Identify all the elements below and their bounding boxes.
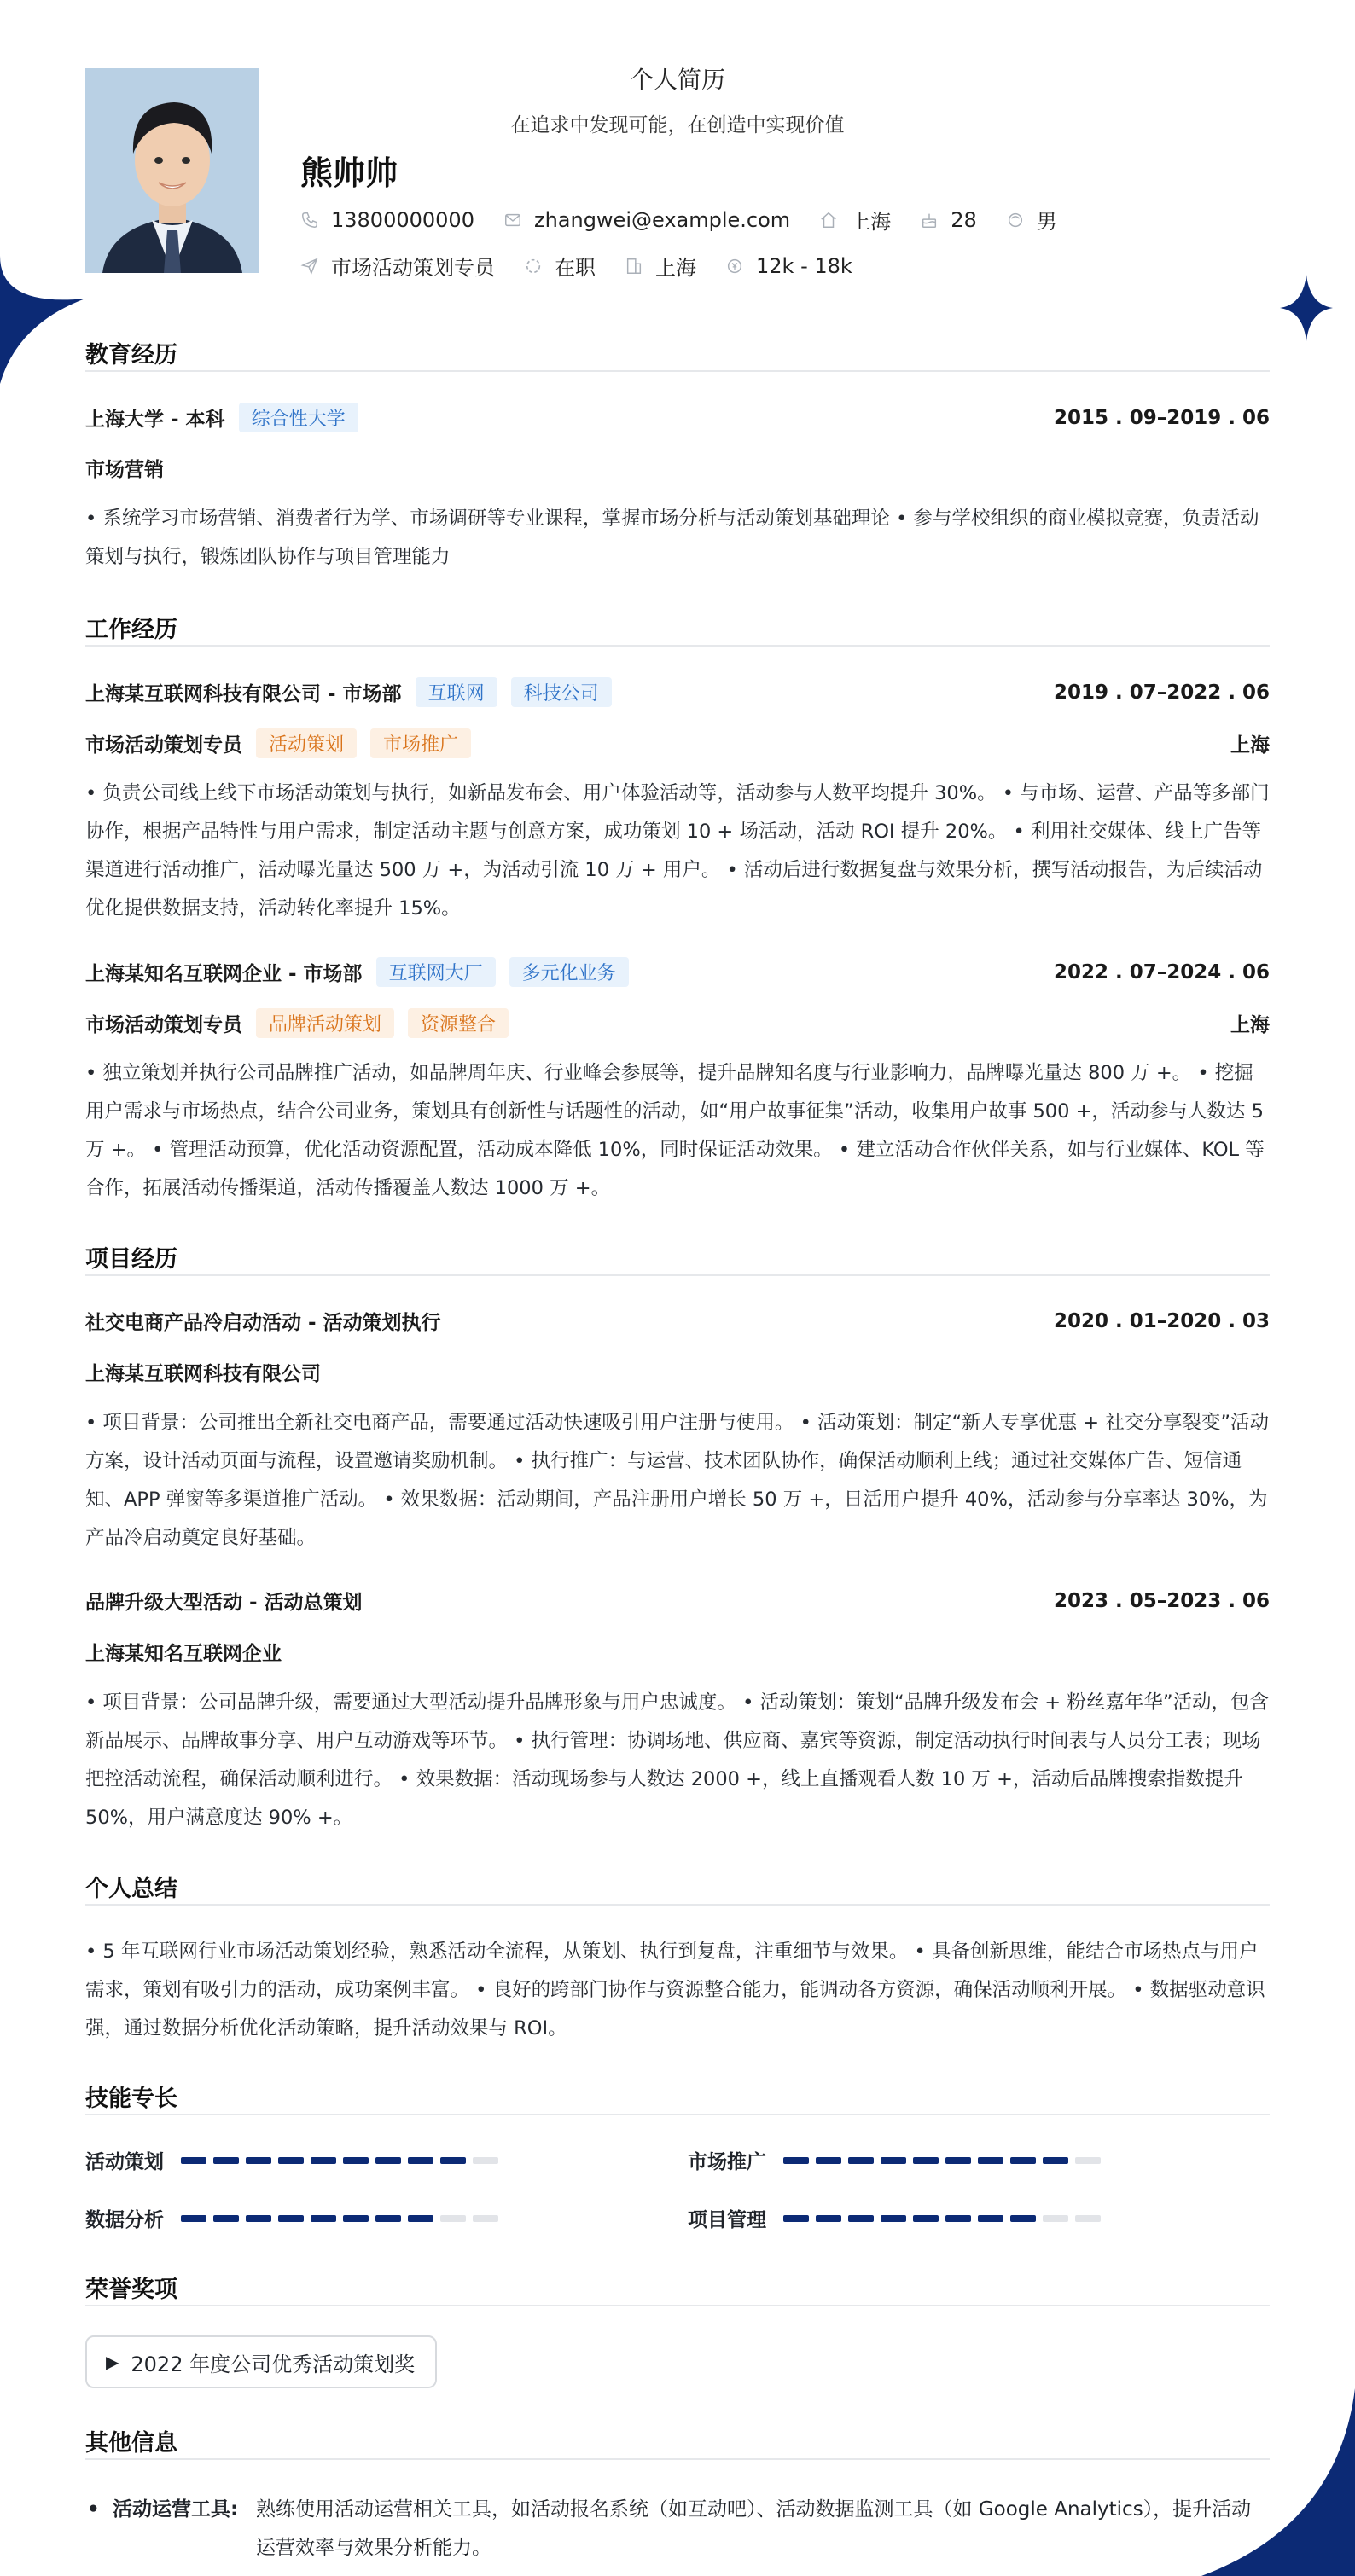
company-tag: 互联网大厂 — [376, 957, 496, 987]
building-icon — [625, 257, 643, 276]
work-location: 上海 — [1230, 1014, 1270, 1036]
skill-dash-filled — [945, 2157, 971, 2164]
skill-dash-filled — [881, 2157, 906, 2164]
role-tag: 资源整合 — [408, 1008, 509, 1038]
skill-dash-filled — [213, 2157, 239, 2164]
skill-item — [85, 2146, 505, 2174]
education-description: • 系统学习市场营销、消费者行为学、市场调研等专业课程，掌握市场分析与活动策划基础理论 • 参与学校组织的商业模拟竞赛，负责活动策划与执行，锻炼团队协作与项目管理能力 — [85, 508, 1259, 568]
skill-item — [85, 2204, 505, 2232]
candidate-name: 熊帅帅 — [300, 154, 398, 192]
work-period: 2019 . 07–2022 . 06 — [1053, 681, 1270, 704]
project-description: • 项目背景：公司推出全新社交电商产品，需要通过活动快速吸引用户注册与使用。 • 活动策划：制定“新人专享优惠 + 社交分享裂变”活动方案，设计活动页面与流程，设置邀请奖励机制。 • 执行推广：与运营、技术团队协作，确保活动顺利上线；通过社交媒体广告、短信通知、APP 弹窗等多渠道推广活动。 • 效果数据：活动期间，产品注册用户增长 50 万 +，日活用户提升 40%，活动参与分享率达 30%，为产品冷启动奠定良好基础。 — [85, 1412, 1269, 1549]
skill-dash-empty — [1043, 2215, 1068, 2222]
person-icon — [1006, 211, 1025, 229]
company-tag: 互联网 — [416, 677, 497, 707]
contact-row — [300, 205, 1086, 235]
role-tag: 活动策划 — [256, 728, 357, 758]
award-text: 2022 年度公司优秀活动策划奖 — [131, 2352, 416, 2376]
company-name: 上海某知名互联网企业 - 市场部 — [85, 963, 363, 985]
role-name: 市场活动策划专员 — [85, 1014, 242, 1036]
skill-dash-empty — [473, 2215, 498, 2222]
skill-dash-filled — [343, 2157, 369, 2164]
resume-title: 个人简历 — [629, 66, 725, 94]
skill-name: 项目管理 — [688, 2209, 766, 2231]
project-name: 品牌升级大型活动 - 活动总策划 — [85, 1592, 363, 1614]
skill-dash-filled — [848, 2215, 874, 2222]
work-description: • 负责公司线上线下市场活动策划与执行，如新品发布会、用户体验活动等，活动参与人数平均提升 30%。 • 与市场、运营、产品等多部门协作，根据产品特性与用户需求，制定活动主题与创意方案，成功策划 10 + 场活动，活动 ROI 提升 20%。 • 利用社交媒体、线上广告等渠道进行活动推广，活动曝光量达 500 万 +，为活动引流 10 万 + 用户。 • 活动后进行数据复盘与效果分析，撰写活动报告，为后续活动优化提供数据支持，活动转化率提升 15%。 — [85, 782, 1270, 920]
skill-dash-filled — [375, 2215, 401, 2222]
skill-dash-filled — [783, 2215, 809, 2222]
phone-text: 13800000000 — [331, 207, 474, 232]
skill-dash-filled — [1010, 2157, 1036, 2164]
section-title-education: 教育经历 — [85, 342, 177, 368]
company-name: 上海某互联网科技有限公司 - 市场部 — [85, 683, 402, 705]
project-name: 社交电商产品冷启动活动 - 活动策划执行 — [85, 1312, 441, 1334]
job-intent-row — [300, 251, 881, 281]
skill-level-bar — [181, 2157, 505, 2164]
company-tag: 科技公司 — [511, 677, 612, 707]
skill-dash-empty — [473, 2157, 498, 2164]
project-header — [85, 1307, 1270, 1335]
home-icon — [819, 211, 838, 229]
project-description: • 项目背景：公司品牌升级，需要通过大型活动提升品牌形象与用户忠诚度。 • 活动策划：策划“品牌升级发布会 + 粉丝嘉年华”活动，包含新品展示、品牌故事分享、用户互动游戏等环节。 • 执行管理：协调场地、供应商、嘉宾等资源，制定活动执行时间表与人员分工表；现场把控活动流程，确保活动顺利进行。 • 效果数据：活动现场参与人数达 2000 +，线上直播观看人数 10 万 +，活动后品牌搜索指数提升 50%，用户满意度达 90% +。 — [85, 1691, 1269, 1829]
skill-dash-filled — [343, 2215, 369, 2222]
divider — [85, 2305, 1270, 2306]
position-text: 市场活动策划专员 — [331, 256, 495, 280]
section-title-honors: 荣誉奖项 — [85, 2277, 177, 2303]
work-city-item — [625, 251, 696, 281]
skill-dash-filled — [181, 2157, 206, 2164]
project-org: 上海某知名互联网企业 — [85, 1643, 282, 1665]
star-icon — [1280, 275, 1333, 341]
skill-dash-filled — [881, 2215, 906, 2222]
phone-item — [300, 208, 474, 232]
corner-decoration — [0, 256, 85, 392]
work-city-text: 上海 — [655, 256, 696, 280]
bullet-icon: • — [87, 2498, 100, 2521]
skill-dash-filled — [913, 2215, 939, 2222]
work-description: • 独立策划并执行公司品牌推广活动，如品牌周年庆、行业峰会参展等，提升品牌知名度与行业影响力，品牌曝光量达 800 万 +。 • 挖掘用户需求与市场热点，结合公司业务，策划具有创新性与话题性的活动，如“用户故事征集”活动，收集用户故事 500 +，活动参与人数达 5 万 +。 • 管理活动预算，优化活动资源配置，活动成本降低 10%，同时保证活动效果。 • 建立活动合作伙伴关系，如与行业媒体、KOL 等合作，拓展活动传播渠道，活动传播覆盖人数达 1000 万 +。 — [85, 1062, 1265, 1199]
major-name: 市场营销 — [85, 459, 164, 481]
work-location: 上海 — [1230, 734, 1270, 757]
mail-icon — [503, 211, 522, 229]
work-item-header — [85, 957, 1270, 987]
skill-item — [688, 2146, 1108, 2174]
skill-name: 活动策划 — [85, 2151, 164, 2173]
avatar — [85, 68, 259, 273]
work-role-row — [85, 728, 1270, 758]
skill-item — [688, 2204, 1108, 2232]
skill-dash-filled — [311, 2157, 336, 2164]
award-item[interactable] — [85, 2335, 437, 2388]
divider — [85, 2458, 1270, 2460]
section-title-skills: 技能专长 — [85, 2086, 177, 2112]
project-org: 上海某互联网科技有限公司 — [85, 1363, 321, 1385]
divider — [85, 1904, 1270, 1906]
divider — [85, 370, 1270, 372]
school-name: 上海大学 - 本科 — [85, 409, 225, 431]
divider — [85, 2114, 1270, 2115]
skill-dash-filled — [945, 2215, 971, 2222]
salary-text: 12k - 18k — [756, 253, 852, 278]
section-title-work: 工作经历 — [85, 617, 177, 643]
skill-dash-filled — [246, 2215, 271, 2222]
divider — [85, 1274, 1270, 1276]
other-info-key: 活动运营工具: — [113, 2498, 239, 2521]
skill-level-bar — [181, 2215, 505, 2222]
skill-dash-filled — [440, 2157, 466, 2164]
section-title-projects: 项目经历 — [85, 1246, 177, 1273]
skill-dash-filled — [311, 2215, 336, 2222]
section-title-summary: 个人总结 — [85, 1876, 177, 1902]
cake-icon — [920, 211, 939, 229]
role-tag: 市场推广 — [370, 728, 471, 758]
major-row — [85, 454, 1270, 482]
skill-dash-filled — [913, 2157, 939, 2164]
skill-level-bar — [783, 2215, 1108, 2222]
skill-dash-filled — [408, 2157, 433, 2164]
phone-icon — [300, 211, 319, 229]
email-text: zhangwei@example.com — [533, 207, 791, 232]
summary-description: • 5 年互联网行业市场活动策划经验，熟悉活动全流程，从策划、执行到复盘，注重细节与效果。 • 具备创新思维，能结合市场热点与用户需求，策划有吸引力的活动，成功案例丰富。 • 良好的跨部门协作与资源整合能力，能调动各方资源，确保活动顺利开展。 • 数据驱动意识强，通过数据分析优化活动策略，提升活动效果与 ROI。 — [85, 1941, 1265, 2039]
status-text: 在职 — [555, 256, 596, 280]
city-text: 上海 — [850, 210, 892, 234]
company-tag: 多元化业务 — [509, 957, 629, 987]
section-title-other: 其他信息 — [85, 2430, 177, 2457]
project-header — [85, 1587, 1270, 1615]
position-item — [300, 251, 495, 281]
caret-right-icon: ▶ — [106, 2352, 119, 2372]
skill-dash-filled — [1010, 2215, 1036, 2222]
send-icon — [300, 257, 319, 276]
gender-text: 男 — [1036, 210, 1057, 234]
divider — [85, 645, 1270, 647]
money-icon — [725, 257, 744, 276]
education-period: 2015 . 09–2019 . 06 — [1053, 406, 1270, 429]
gender-item — [1006, 205, 1057, 235]
age-text: 28 — [951, 207, 977, 232]
loading-icon — [524, 257, 543, 276]
work-period: 2022 . 07–2024 . 06 — [1053, 960, 1270, 983]
skill-dash-filled — [816, 2157, 841, 2164]
skill-name: 市场推广 — [688, 2151, 766, 2173]
skill-dash-filled — [816, 2215, 841, 2222]
skill-dash-filled — [246, 2157, 271, 2164]
skill-dash-empty — [1075, 2215, 1101, 2222]
salary-item — [725, 254, 852, 278]
skill-dash-filled — [1043, 2157, 1068, 2164]
work-item-header — [85, 677, 1270, 707]
motto: 在追求中发现可能，在创造中实现价值 — [510, 114, 845, 136]
other-info-value: 熟练使用活动运营相关工具，如活动报名系统（如互动吧）、活动数据监测工具（如 Google Analytics），提升活动运营效率与效果分析能力。 — [256, 2498, 1252, 2559]
work-role-row — [85, 1008, 1270, 1038]
skill-dash-filled — [375, 2157, 401, 2164]
role-tag: 品牌活动策划 — [256, 1008, 394, 1038]
school-tag: 综合性大学 — [239, 403, 358, 432]
status-item — [524, 251, 596, 281]
skill-dash-filled — [978, 2215, 1003, 2222]
project-period: 2023 . 05–2023 . 06 — [1053, 1589, 1270, 1612]
skill-dash-filled — [181, 2215, 206, 2222]
city-item — [819, 205, 891, 235]
email-item — [503, 208, 790, 232]
skill-dash-filled — [978, 2157, 1003, 2164]
age-item — [920, 208, 977, 232]
skill-name: 数据分析 — [85, 2209, 164, 2231]
skill-dash-empty — [440, 2215, 466, 2222]
skill-dash-filled — [278, 2157, 304, 2164]
skill-dash-filled — [278, 2215, 304, 2222]
skill-level-bar — [783, 2157, 1108, 2164]
project-org-row — [85, 1638, 1270, 1666]
skill-dash-filled — [783, 2157, 809, 2164]
role-name: 市场活动策划专员 — [85, 734, 242, 757]
skill-dash-empty — [1075, 2157, 1101, 2164]
project-org-row — [85, 1358, 1270, 1386]
skill-dash-filled — [408, 2215, 433, 2222]
skill-dash-filled — [848, 2157, 874, 2164]
skill-dash-filled — [213, 2215, 239, 2222]
education-header — [85, 403, 1270, 432]
project-period: 2020 . 01–2020 . 03 — [1053, 1309, 1270, 1332]
